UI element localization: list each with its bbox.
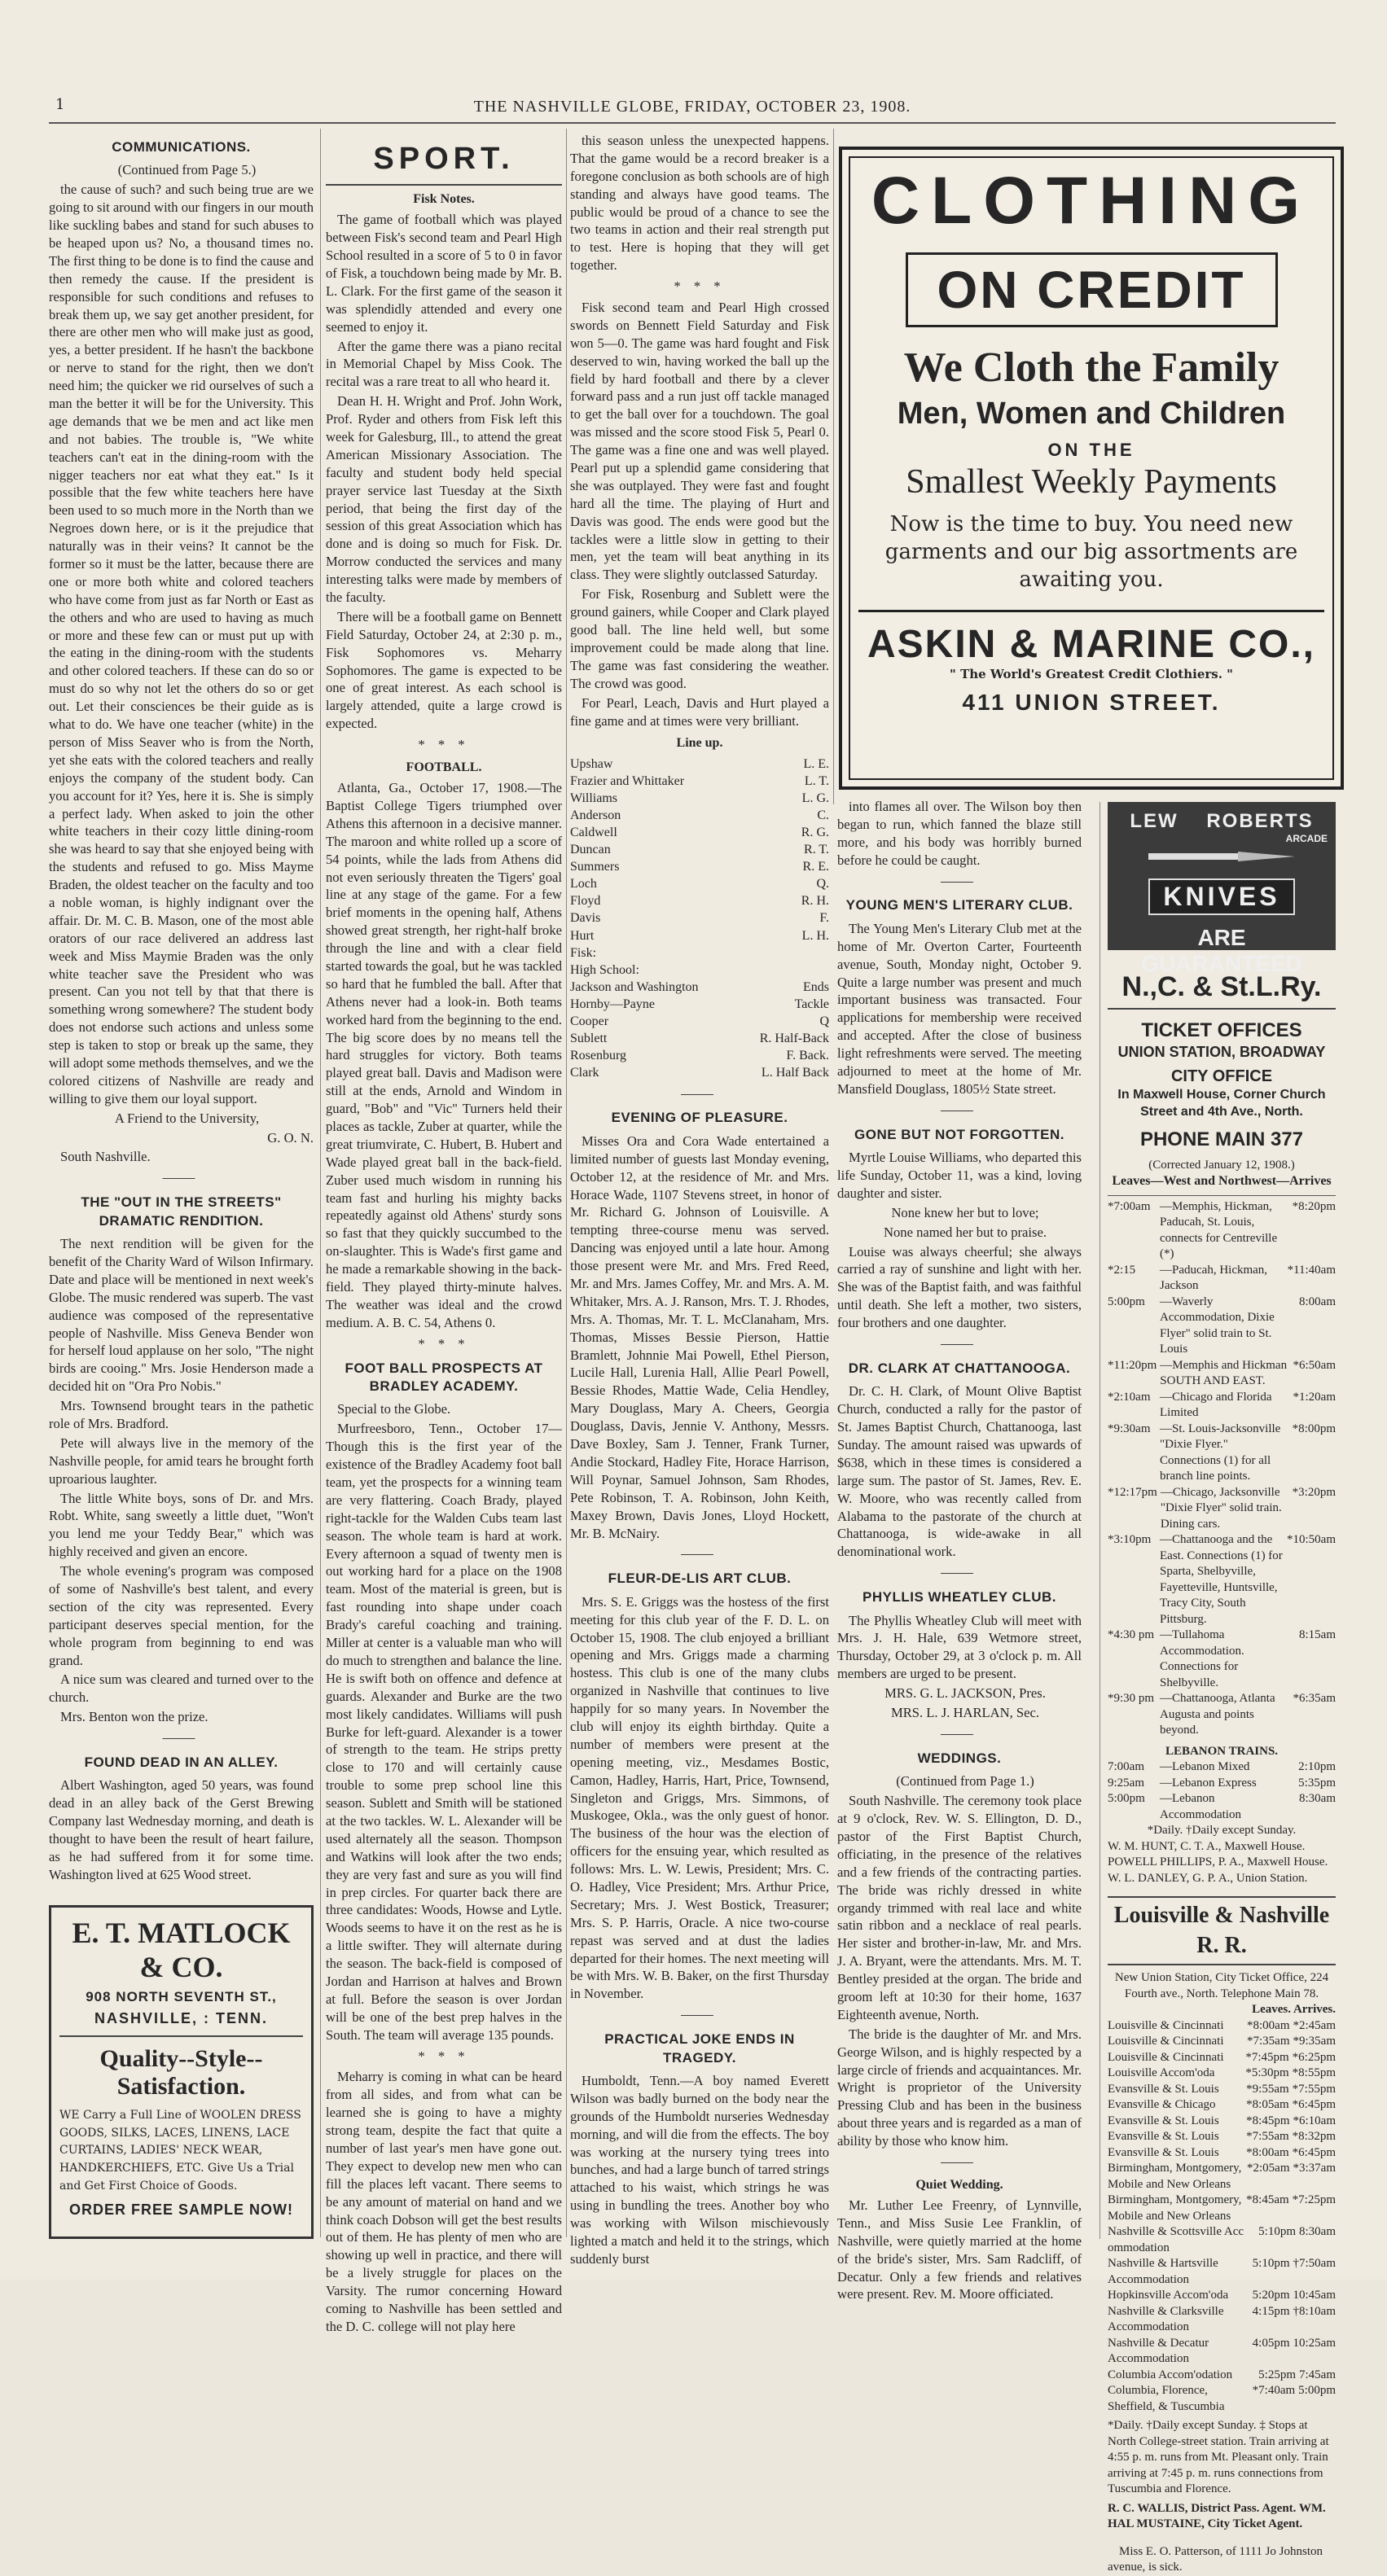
article-paragraph: Mr. Luther Lee Freenry, of Lynnville, Tenn., and Miss Susie Lee Franklin, of Nashville, were quietly married at the home of the bride's sister, Mrs. Sam Radcliff, of Decatur. Only a few friends and relatives were present. Rev. M. Moore officiated. <box>837 2197 1082 2302</box>
communications-place: South Nashville. <box>60 1149 151 1165</box>
knife-icon <box>1140 848 1303 865</box>
article-paragraph: The next rendition will be given for the benefit of the Charity Ward of Wilson Infirmary. Date and place will be mentioned in next week's Globe. The music rendered was superb. The vast audience was composed of the representative people of Nashville. Miss Geneva Bender won for herself loud applause on her solo, "The night birds are cooing." Mrs. Josie Henderson made a decided hit on "Ora Pro Nobis." <box>49 1236 314 1395</box>
ad-on-credit: ON CREDIT <box>906 252 1278 327</box>
knives-lew: LEW <box>1130 810 1179 832</box>
separator: ⸻ <box>940 1102 979 1118</box>
article-paragraph: For Pearl, Leach, Davis and Hurt played a fine game and at times were very brilliant. <box>570 694 829 729</box>
knives-roberts: ROBERTS <box>1206 810 1314 832</box>
matlock-city: NASHVILLE, : TENN. <box>94 2010 268 2026</box>
schedule-row: 5:00pm —Lebanon Accommodation 8:30am <box>1108 1792 1336 1821</box>
agent-line: W. L. DANLEY, G. P. A., Union Station. <box>1108 1871 1308 1885</box>
knives-word: KNIVES <box>1148 878 1294 915</box>
schedule-row: *2:10am —Chicago and Florida Limited *1:20am <box>1108 1390 1336 1420</box>
communications-signature: A Friend to the University, <box>114 1110 260 1126</box>
separator: ⸻ <box>161 1170 201 1186</box>
separator: ⸻ <box>940 1336 979 1352</box>
schedule-row: 7:00am —Lebanon Mixed 2:10pm <box>1108 1760 1336 1774</box>
stars-separator: * * * <box>674 278 726 295</box>
column-divider <box>320 129 321 2237</box>
joke-title: PRACTICAL JOKE ENDS IN TRAGEDY. <box>604 2031 795 2066</box>
ln-agents: R. C. WALLIS, District Pass. Agent. WM. HAL MUSTAINE, City Ticket Agent. <box>1108 2501 1326 2531</box>
article-paragraph: A nice sum was cleared and turned over to the church. <box>49 1671 314 1706</box>
lineup-fisk-label: Fisk: <box>570 945 597 960</box>
column-1 <box>49 132 314 2216</box>
schedule-row: *9:30am —St. Louis-Jacksonville "Dixie Flyer." Connections (1) for all branch line points. *8:00pm <box>1108 1422 1336 1483</box>
column-2 <box>326 132 562 2334</box>
ad-men-women-children: Men, Women and Children <box>897 396 1286 431</box>
ln-row: Evansville & St. Louis *9:55am *7:55pm <box>1108 2082 1336 2096</box>
column-divider <box>566 129 567 2237</box>
phyllis-title: PHYLLIS WHEATLEY CLUB. <box>862 1589 1056 1606</box>
lineup-row: Summers R. E. <box>570 860 829 874</box>
found-dead-title: FOUND DEAD IN AN ALLEY. <box>84 1755 279 1771</box>
matlock-slogan: Quality--Style--Satisfaction. <box>99 2045 263 2100</box>
ln-row: Nashville & Scottsville Acc ommodation 5:10pm 8:30am <box>1108 2225 1336 2254</box>
ln-row: Evansville & Chicago *8:05am *6:45pm <box>1108 2098 1336 2112</box>
ln-row: Nashville & Clarksville Accommodation 4:15pm †8:10am <box>1108 2304 1336 2334</box>
ln-row: Evansville & St. Louis *8:00am *6:45pm <box>1108 2145 1336 2159</box>
article-paragraph: Misses Ora and Cora Wade entertained a limited number of guests last Monday evening, October 12, at the residence of Mr. and Mrs. Horace Wade, 1107 Stevens street, in honor of Mr. Richard G. Johnson of Louisville. A tempting three-course menu was served. Dancing was enjoyed until a late hour. Among those present were Mr. and Mrs. Fred Reed, Mr. and Mrs. James Coffey, Mr. and Mrs. A. M. Whitaker, Mrs. A. J. Ranson, Mrs. T. J. Rhodes, Mrs. A. Thomas, Mr. T. L. McClanaham, Mrs. Thomas, Misses Bessie Pierson, Hattie Bramlett, Johnnie Mai Powell, Ethel Pierson, Lucile Hall, Lurenia Hall, Allie Pearl Powell, Bessie Rhodes, Mattie Wade, Celia Hendley, Mary Douglass, Mary A. Cheers, Georgia Douglass, Davis, Jennie V. Anthony, Messrs. Dave Boxley, Sam J. Tenner, Frank Turner, Andie Stockard, Hadley Fite, Horace Harrison, Will Poynar, Samuel Johnson, Sam Rhodes, Pete Robinson, T. A. Robinson, John Keith, Maxey Brown, Davis Jones, Lloyd Hockett, Mr. B. McNairy. <box>570 1132 829 1541</box>
communications-initials: G. O. N. <box>267 1129 314 1146</box>
ln-row: Louisville Accom'oda *5:30pm *8:55pm <box>1108 2066 1336 2080</box>
lineup-row: Davis F. <box>570 911 829 926</box>
prospects-title: FOOT BALL PROSPECTS AT BRADLEY ACADEMY. <box>345 1360 543 1395</box>
divider <box>59 2035 303 2037</box>
separator: ⸻ <box>940 1565 979 1581</box>
union-station: UNION STATION, BROADWAY <box>1117 1044 1326 1061</box>
ad-on-the: ON THE <box>1047 440 1135 460</box>
knives-advertisement <box>1108 802 1336 976</box>
article-paragraph: Murfreesboro, Tenn., October 17—Though this is the first year of the existence of the Bradley Academy foot ball team, yet the prospects for a winning team are very flattering. Coach Brady, played right-tackle for the Walden Cubs team last season. The whole team is hard at work. Every afternoon a squad of twenty men is out working hard for a place on the 1908 team. Most of the material is green, but is fast rounding into shape under coach Brady's careful coaching and training. Miller at center is a valuable man who will do much to strengthen and balance the line. He is swift both on offence and defence at guards. Alexander and Burke are the two most likely candidates. Williams will push Burke for left-guard. Alexander is a tower of strength to the team. He strips pretty close to 170 and will certainly cause trouble to some prep school line this season. Sublett and Smith will be stationed at the two tackles. W. L. Alexander will be used alternately all the season. Thompson and Watkins will look after the two ends; they are very fast and sure as you will find in prep circles. For quarter back there are three candidates: Woods, Howse and Lytle. Woods seems to have it on the rest as he is a little swifter. They will alternate during the season. The back-field is composed of Jordan and Harrison at halves and Brown at full. Before the season is over Jordan will be one of the best prep halves in the South. The team will average 135 pounds. <box>326 1421 562 2043</box>
schedule-row: *11:20pm —Memphis and Hickman SOUTH AND EAST. *6:50am <box>1108 1358 1336 1388</box>
askin-marine-advertisement <box>839 147 1344 790</box>
schedule-row: *7:00am —Memphis, Hickman, Paducah, St. Louis, connects for Centreville (*) *8:20pm <box>1108 1199 1336 1261</box>
column-4 <box>837 798 1082 2302</box>
corrected-date: (Corrected January 12, 1908.) <box>1148 1158 1295 1172</box>
article-paragraph: Fisk second team and Pearl High crossed swords on Bennett Field Saturday and Fisk won 5—0. The game was hard fought and Fisk deserved to win, having worked the ball up the field by hard football and there by a clever forward pass and a run just off tackle managed to get the ball over for a touchdown. The goal was missed and the score stood Fisk 5, Pearl 0. The game was a fine one and was well played. Pearl put up a splendid game considering that she was outplayed. They were fast and fought hard all the time. The playing of Hurt and Davis was good. The ends were good but the tackles were a little slow in getting to their men, yet the team will beat anything in its class. They were slightly outclassed Saturday. <box>570 300 829 583</box>
ad-family: We Cloth the Family <box>903 344 1279 391</box>
separator: ⸻ <box>680 1546 719 1562</box>
ln-row: Birmingham, Montgomery, Mobile and New Orleans *2:05am *3:37am <box>1108 2162 1336 2191</box>
poem-line: None knew her but to love; <box>891 1204 1039 1220</box>
gone-title: GONE BUT NOT FORGOTTEN. <box>854 1126 1064 1142</box>
communications-text: the cause of such? and such being true are we going to sit around with our fingers in our mouth like suckling babes and stand for such abuses to be heaped upon us? No, a thousand times no. The first thing to be done is to find the cause and then remedy the cause. If the president is responsible for such conditions and refuses to break them up, we say get another president, for there are other men who will make just as good, yes, a better president. If he hasn't the backbone or nerve to stand for the right, then we don't need him; the quicker we rid ourselves of such a man the better it will be for the University. This age demands that we be men and act like men and not babies. The trouble is, "We white teachers can't eat in the dining-room with the nigger teachers nor eat what they eat." Is it possible that the few white teachers here have been used to so much more in the North than we Negroes down here, or is it the prejudice that naturally was in their veins? It cannot be the former so it must be the latter, because there are one or more both white and colored teachers who have come from just as far North or East as the others and who are used to having as much or more and these few can or must put up with the eating in the dining-room with the students and other colored teachers. If these can do so or must do so why not let the others do so or get out. Let their consciences be their guide as is what to do. We have one teacher (white) in the person of Miss Seaver who is from the North, yet she eats with the colored teachers and really enjoys the company of the student body. Can you account for it? Yes, here it is. She is simply a perfect lady. When asked to join the other white teachers in their cozy little dining-room she was heard to say that she enjoyed being with the students and refused to go. Miss Mayme Braden, the oldest teacher on the faculty and too a noble woman, is highly indignant over the affair. Dr. M. C. B. Mason, one of the most able orators of our race delivered an address last week and Miss Maymie Braden was the only white teacher save the President who was present. Can you not tell by that that there is something wrong somewhere? The student body does not endorse such actions and unless some step is taken to stop or break up the same, they will adopt some methods themselves, and we the colored citizens of Nashville are ready and willing to give them our loyal support. <box>49 182 314 1106</box>
lineup-fisk <box>570 756 829 1082</box>
article-paragraph: The little White boys, sons of Dr. and Mrs. Robt. White, sang sweetly a little duet, "Won't you lend me your Teddy Bear," which was highly received and given an encore. <box>49 1490 314 1560</box>
separator: ⸻ <box>680 1085 719 1102</box>
evening-title: EVENING OF PLEASURE. <box>611 1110 788 1126</box>
railroad-schedules <box>1108 969 1336 2574</box>
article-paragraph: Myrtle Louise Williams, who departed this life Sunday, October 11, was a kind, loving daughter and sister. <box>837 1150 1082 1201</box>
lebanon-title: LEBANON TRAINS. <box>1165 1744 1279 1758</box>
ln-row: Evansville & St. Louis *8:45pm *6:10am <box>1108 2114 1336 2127</box>
phyllis-signature: MRS. G. L. JACKSON, Pres. <box>884 1685 1046 1702</box>
matlock-name: E. T. MATLOCK & CO. <box>72 1917 291 1983</box>
quiet-wedding-title: Quiet Wedding. <box>915 2177 1003 2192</box>
lineup-row: Caldwell R. G. <box>570 825 829 839</box>
ln-row: Hopkinsville Accom'oda 5:20pm 10:45am <box>1108 2289 1336 2302</box>
ln-notes: *Daily. †Daily except Sunday. ‡ Stops at North College-street station. Train arriving at 4:55 p. m. runs from Mt. Pleasant only. Train arriving at 7:45 p. m. runs connections from Tuscumbia and Florence. <box>1108 2419 1329 2496</box>
matlock-body: WE Carry a Full Line of WOOLEN DRESS GOODS, SILKS, LACES, LINENS, LACE CURTAINS, LADIES' NECK WEAR, HANDKERCHIEFS, ETC. Give Us a Trial and Get First Choice of Goods. <box>59 2109 301 2193</box>
communications-title: COMMUNICATIONS. <box>112 139 251 155</box>
article-paragraph: The Young Men's Literary Club met at the home of Mr. Overton Carter, Fourteenth avenue, South, Monday night, October 9. Quite a large number was present and much important business was transacted. Four applications for membership were received and accepted. After the close of business light refreshments were served. The meeting adjourned to meet at the home of Mr. Mansfield Douglass, 1805½ State street. <box>837 920 1082 1097</box>
separator: ⸻ <box>680 2007 719 2023</box>
article-paragraph: There will be a football game on Bennett Field Saturday, October 24, at 2:30 p. m., Fisk Sophomores vs. Meharry Sophomores. The game is expected to be one of great interest. As each school is largely attended, quite a large crowd is expected. <box>326 608 562 732</box>
stars-separator: * * * <box>418 737 470 753</box>
ln-header: Leaves. Arrives. <box>1252 2003 1336 2017</box>
ad-inner-border <box>849 156 1334 780</box>
lineup-title: Line up. <box>676 736 723 751</box>
weddings-continued: (Continued from Page 1.) <box>896 1773 1034 1790</box>
schedule-row: *9:30 pm —Chattanooga, Atlanta Augusta and points beyond. *6:35am <box>1108 1692 1336 1737</box>
page-mark: 1 <box>55 96 65 113</box>
lineup-row: Upshaw L. E. <box>570 756 829 771</box>
lineup-row: Hurt L. H. <box>570 928 829 943</box>
ln-offices: New Union Station, City Ticket Office, 224 Fourth ave., North. Telephone Main 78. <box>1114 1971 1329 2000</box>
schedule-row: 9:25am —Lebanon Express 5:35pm <box>1108 1776 1336 1790</box>
ln-row: Louisville & Cincinnati *7:35am *9:35am <box>1108 2035 1336 2048</box>
lineup-row: Jackson and Washington Ends <box>570 979 829 994</box>
maxwell-house: In Maxwell House, Corner Church Street and 4th Ave., North. <box>1117 1087 1326 1119</box>
ln-row: Evansville & St. Louis *7:55am *8:32pm <box>1108 2130 1336 2144</box>
ad-tagline: " The World's Greatest Credit Clothiers. " <box>950 667 1233 682</box>
lineup-row: Rosenburg F. Back. <box>570 1049 829 1063</box>
article-paragraph: Dr. C. H. Clark, of Mount Olive Baptist Church, conducted a rally for the pastor of St. James Baptist Church, Chattanooga, last Sunday. The amount raised was upwards of $638, which in these times is considered a large sum. The pastor of St. James, Rev. E. W. Moore, who was recently called from Alabama to the pastorate of the church at Chattanooga, is wide-awake in all denominational work. <box>837 1383 1082 1560</box>
leaves-arrives-header: Leaves—West and Northwest—Arrives <box>1112 1174 1332 1189</box>
ln-row: Columbia Accom'odation 5:25pm 7:45am <box>1108 2368 1336 2381</box>
ticket-offices: TICKET OFFICES <box>1141 1019 1302 1042</box>
article-paragraph: into flames all over. The Wilson boy then began to run, which fanned the blaze still more, and his body was horribly burned before he could be caught. <box>837 799 1082 868</box>
phone-main: PHONE MAIN 377 <box>1139 1128 1304 1151</box>
article-paragraph: Mrs. Townsend brought tears in the pathetic role of Mrs. Bradford. <box>49 1398 314 1431</box>
schedule-row: *2:15 —Paducah, Hickman, Jackson *11:40am <box>1108 1263 1336 1293</box>
football-title: FOOTBALL. <box>406 760 482 774</box>
ymlc-title: YOUNG MEN'S LITERARY CLUB. <box>845 897 1073 913</box>
article-paragraph: Mrs. Benton won the prize. <box>60 1709 208 1725</box>
lineup-row: Loch Q. <box>570 877 829 892</box>
article-paragraph: The whole evening's program was composed of some of Nashville's best talent, and every section of the city was represented. Every participant deserves special mention, for the whole program from beginning to end was grand. <box>49 1563 314 1668</box>
ln-row: Nashville & Decatur Accommodation 4:05pm 10:25am <box>1108 2336 1336 2366</box>
lineup-row: Floyd R. H. <box>570 894 829 909</box>
column-3 <box>570 132 829 2267</box>
schedule-row: 5:00pm —Waverly Accommodation, Dixie Flyer" solid train to St. Louis 8:00am <box>1108 1295 1336 1356</box>
knives-guaranteed: ARE GUARANTEED <box>1141 925 1302 976</box>
prospects-subtitle: Special to the Globe. <box>337 1401 451 1417</box>
schedule-row: *4:30 pm —Tullahoma Accommodation. Connections for Shelbyville. 8:15am <box>1108 1628 1336 1689</box>
article-paragraph: For Fisk, Rosenburg and Sublett were the ground gainers, while Cooper and Clark played good ball. The line held well, but some improvement could be made along that line. The game was fast considering the weather. The crowd was good. <box>570 586 829 691</box>
schedule-row: *12:17pm —Chicago, Jacksonville "Dixie Flyer" solid train. Dining cars. *3:20pm <box>1108 1485 1336 1531</box>
stars-separator: * * * <box>418 1335 470 1352</box>
phyllis-signature: MRS. L. J. HARLAN, Sec. <box>890 1705 1040 1721</box>
knives-header <box>1116 810 1328 833</box>
article-paragraph: this season unless the unexpected happens. That the game would be a record breaker is a foregone conclusion as both schools are of high standing and always have good teams. The public would be proud of a chance to see the two teams in action and their real strength put to test. Here is hoping that they will get together. <box>570 133 829 274</box>
ln-row: Birmingham, Montgomery, Mobile and New Orleans *8:45am *7:25pm <box>1108 2193 1336 2223</box>
agent-line: W. M. HUNT, C. T. A., Maxwell House. <box>1108 1839 1306 1853</box>
daily-note: *Daily. †Daily except Sunday. <box>1147 1824 1297 1838</box>
article-paragraph: Louise was always cheerful; she always carried a ray of sunshine and light with her. She was of the Baptist faith, and was faithful until death. She left a mother, two sisters, four brothers and one daughter. <box>837 1243 1082 1331</box>
separator: ⸻ <box>940 2153 979 2170</box>
lineup-row: Hornby—Payne Tackle <box>570 997 829 1012</box>
article-paragraph: Pete will always live in the memory of the Nashville people, for amid tears he brought forth uproarious laughter. <box>49 1435 314 1487</box>
article-paragraph: The Phyllis Wheatley Club will meet with Mrs. J. H. Hale, 639 Wetmore street, Thursday, October 29, at 3 o'clock p. m. All members are urged to be present. <box>837 1612 1082 1682</box>
schedule-table <box>1108 1195 1336 1739</box>
ad-smallest-payments: Smallest Weekly Payments <box>906 463 1277 501</box>
lineup-hs-label: High School: <box>570 962 639 977</box>
ad-address: 411 UNION STREET. <box>962 690 1221 716</box>
lineup-row: Duncan R. T. <box>570 843 829 857</box>
article-paragraph: The game of football which was played between Fisk's second team and Pearl High School resulted in a score of 5 to 0 in favor of Fisk, a touchdown being made by Mr. B. L. Clark. For the first game of the season it was splendidly attended and every one seemed to enjoy it. <box>326 212 562 335</box>
fleur-title: FLEUR-DE-LIS ART CLUB. <box>608 1571 792 1587</box>
masthead: THE NASHVILLE GLOBE, FRIDAY, OCTOBER 23, 1908. <box>473 98 911 116</box>
knives-arcade: ARCADE <box>1285 833 1328 844</box>
matlock-address: 908 NORTH SEVENTH ST., <box>86 1989 277 2004</box>
article-paragraph: Mrs. S. E. Griggs was the hostess of the first meeting for this club year of the F. D. L. on October 15, 1908. The club enjoyed a brilliant opening and Mrs. Griggs made a charming hostess. This club is one of the many clubs organized in Nashville that continues to live happily for so many years. In November the club will enjoy its eighth birthday. Quite a number of members were present at the opening meeting, viz., Mesdames Bostic, Camon, Hadley, Harris, Hart, Price, Townsend, Singleton and Griggs, Mrs. Simmons, of Muskogee, Okla., was the only guest of honor. The business of the hour was the election of officers for the ensuing year, which resulted as follows: Mrs. L. W. Lewis, President; Mrs. C. O. Hadley, Vice President; Mrs. Arthur Price, Secretary; Mrs. J. West Bostick, Treasurer; Mrs. S. P. Harris, Oracle. A nice two-course repast was served and at dust the ladies departed for their homes. The next meeting will be with Mrs. W. B. Baker, on the first Thursday in November. <box>570 1593 829 2002</box>
matlock-free-sample: ORDER FREE SAMPLE NOW! <box>68 2201 293 2219</box>
lineup-row: Williams L. G. <box>570 791 829 805</box>
separator: ⸻ <box>940 873 979 889</box>
ad-askin-marine: ASKIN & MARINE CO., <box>867 623 1315 667</box>
sport-heading: SPORT. <box>326 138 562 186</box>
divider <box>858 610 1324 612</box>
lineup-row: Clark L. Half Back <box>570 1066 829 1080</box>
ln-title: Louisville & Nashville R. R. <box>1108 1896 1336 1965</box>
article-paragraph: Meharry is coming in what can be heard from all sides, and from what can be learned she is going to have a mighty strong team, despite the fact that quite a number of last year's men have gone out. They expect to develop new men who can fill the places left vacant. There seems to be any amount of material on hand and we think coach Dobson will get the best results out of them. He has plenty of men who are showing up well in practice, and there will be a lively struggle for places on the Varsity. The rumor concerning Howard coming to Nashville has been settled and the D. C. college will not play here <box>326 2069 562 2334</box>
article-paragraph: South Nashville. The ceremony took place at 9 o'clock, Rev. W. S. Ellington, D. D., pastor of the First Baptist Church, officiating, in the presence of the relatives and a few friends of the contracting parties. The bride was richly dressed in white organdy trimmed with real lace and white satin ribbon and a necklace of real pearls. Her sister and brother-in-law, Mr. and Mrs. J. A. Bryant, were the attendants. Mrs. M. T. Bentley presided at the organ. The bride and groom left at 10:30 for their home, 1637 Eighteenth avenue, North. <box>837 1793 1082 2022</box>
ncstl-title: N.,C. & St.L.Ry. <box>1108 969 1336 1010</box>
lineup-row: Sublett R. Half-Back <box>570 1032 829 1046</box>
city-office: CITY OFFICE <box>1170 1067 1273 1085</box>
lineup-row: Frazier and Whittaker L. T. <box>570 773 829 788</box>
column-divider <box>833 129 834 804</box>
article-paragraph: Albert Washington, aged 50 years, was found dead in an alley back of the Gerst Brewing Company last Wednesday morning, and death is thought to have been the result of heart failure, as he had suffered from it for some time. Washington lived at 625 Wood street. <box>49 1777 314 1882</box>
poem-line: None named her but to praise. <box>884 1224 1047 1240</box>
ln-row: Louisville & Cincinnati *7:45pm *6:25pm <box>1108 2050 1336 2064</box>
ln-row: Columbia, Florence, Sheffield, & Tuscumbia *7:40am 5:00pm <box>1108 2384 1336 2413</box>
stars-separator: * * * <box>418 2048 470 2064</box>
lineup-row: Anderson C. <box>570 808 829 822</box>
article-paragraph: Dean H. H. Wright and Prof. John Work, Prof. Ryder and others from Fisk left this week for Galesburg, Ill., to attend the great American Missionary Association. The faculty and student body held special prayer service last Tuesday at the Sixth period, that being the first day of the session of this great Association which has done and is doing so much for Fisk. Dr. Morrow conducted the services and many interesting talks were made by members of the faculty. <box>326 393 562 605</box>
article-paragraph: Humboldt, Tenn.—A boy named Everett Wilson was badly burned on the body near the grounds of the Humboldt nurseries Wednesday morning, and will die from the effects. The boy was working at the nursery tying trees into bunches, and had a large bunch of tarred strings attached to his waist, which strings he was using in bundling the trees. Another boy who was working with Wilson mischievously lighted a match and held it to the strings, which suddenly burst <box>570 2072 829 2267</box>
weddings-title: WEDDINGS. <box>917 1750 1002 1766</box>
out-in-streets-title: THE "OUT IN THE STREETS" DRAMATIC RENDITION. <box>81 1194 282 1229</box>
ln-row: Nashville & Hartsville Accommodation 5:10pm †7:50am <box>1108 2257 1336 2286</box>
schedule-row: *3:10pm —Chattanooga and the East. Connections (1) for Sparta, Shelbyville, Fayetteville, Huntsville, Tracy City, South Pittsburg. *10:50am <box>1108 1533 1336 1626</box>
masthead-rule <box>49 122 1336 124</box>
lineup-row: Cooper Q <box>570 1014 829 1029</box>
personal-note: Miss E. O. Patterson, of 1111 Jo Johnston avenue, is sick. <box>1108 2544 1323 2574</box>
article-paragraph: Atlanta, Ga., October 17, 1908.—The Baptist College Tigers triumphed over Athens this afternoon in a decisive manner. The maroon and white rolled up a score of 54 points, while the lads from Athens did not even seriously threaten the Tigers' goal line at any stage of the game. For a few brief moments in the opening half, Athens showed great strength, her right-half broke through the line and with a clear field started towards the goal, but he was tackled so hard that he fumbled the ball. After that Athens never had a look-in. Both teams worked hard from the beginning to the end. The big score does by no means tell the hard struggles for victory. Both teams played great ball. Davis and Madison were still at the ends, Arnold and Windom in guard, "Bob" and "Vic" Turners held their places as tackle, Zuber at quarter, while the great triumvirate, C. Hubert, B. Hubert and Wade played great ball in the back-field. Zuber used much wisdom in running his team fast and hurling his mighty backs repeatedly against old Athens' sturdy sons so fast that they quickly succumbed to the on-slaughter. This is Wade's first game and he made a remarkable showing in the back-field. They played thirty-minute halves. The weather was ideal and the crowd medium. A. B. C. 54, Athens 0. <box>326 780 562 1330</box>
article-paragraph: After the game there was a piano recital in Memorial Chapel by Miss Cook. The recital was a rare treat to all who heard it. <box>326 338 562 390</box>
agent-line: POWELL PHILLIPS, P. A., Maxwell House. <box>1108 1855 1328 1869</box>
fisk-notes-title: Fisk Notes. <box>413 192 475 207</box>
ad-now-text: Now is the time to buy. You need new garments and our big assortments are awaiting you. <box>884 512 1298 592</box>
article-paragraph: The bride is the daughter of Mr. and Mrs. George Wilson, and is highly respected by a large circle of friends and acquaintances. Mr. Wright is proprietor of the University Pressing Club and has been in the business about three years and is regarded as a man of ability by those who know him. <box>837 2026 1082 2149</box>
ln-table <box>1108 2018 1336 2416</box>
ln-row: Louisville & Cincinnati *8:00am *2:45am <box>1108 2018 1336 2032</box>
clark-title: DR. CLARK AT CHATTANOOGA. <box>848 1360 1071 1376</box>
ad-clothing: CLOTHING <box>871 164 1312 238</box>
separator: ⸻ <box>161 1730 201 1746</box>
communications-continued: (Continued from Page 5.) <box>117 162 257 178</box>
matlock-advertisement <box>49 1905 314 2239</box>
separator: ⸻ <box>940 1725 979 1741</box>
